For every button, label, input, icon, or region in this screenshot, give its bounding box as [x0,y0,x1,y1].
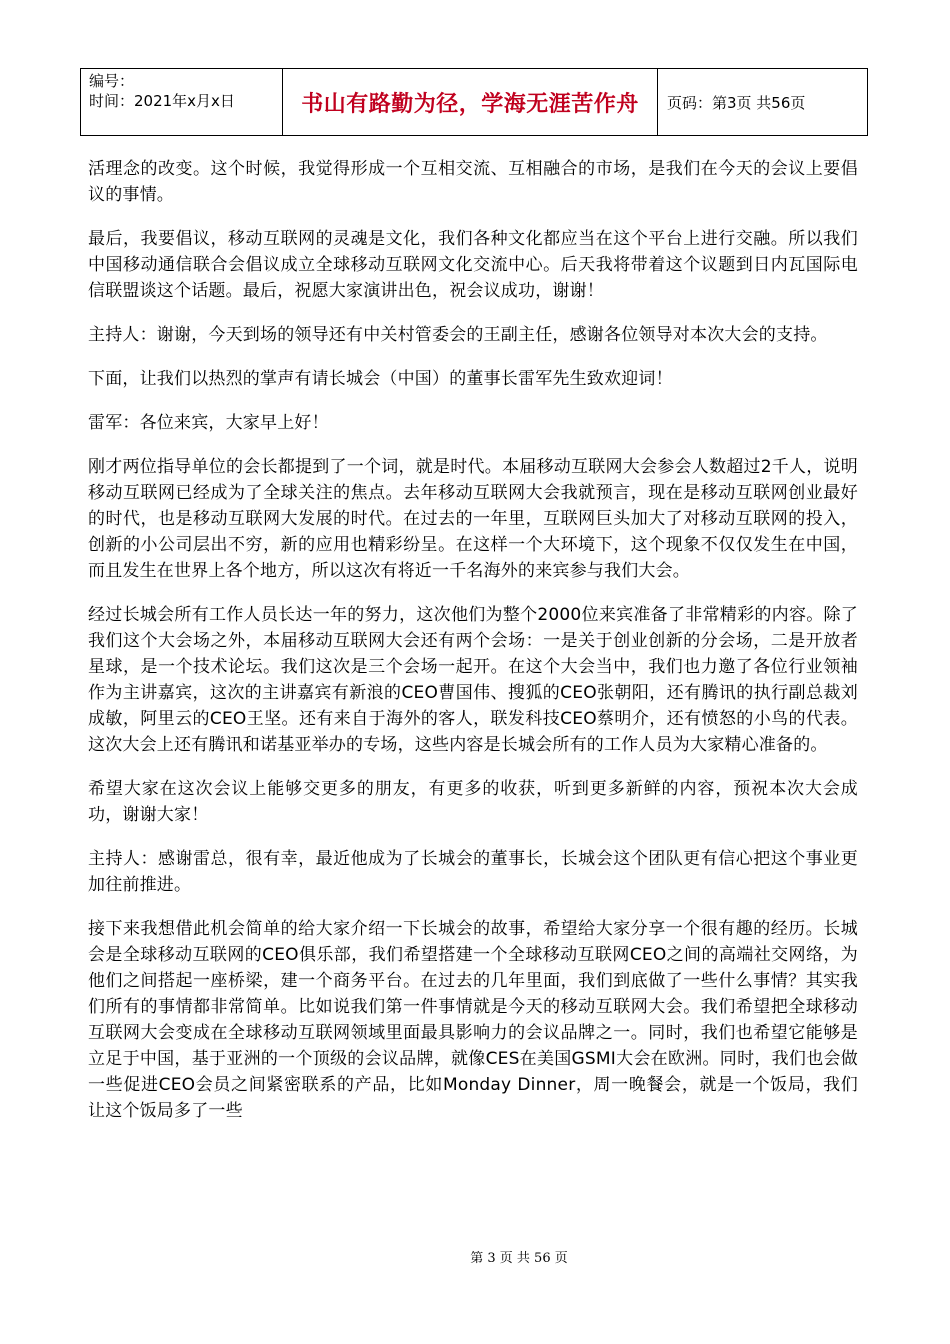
header-page-cell [658,69,867,135]
document-time: 时间：2021年x月x日 [89,92,235,110]
document-header [80,68,868,136]
paragraph: 下面，让我们以热烈的掌声有请长城会（中国）的董事长雷军先生致欢迎词！ [88,369,673,389]
header-meta [81,69,283,135]
paragraph: 希望大家在这次会议上能够交更多的朋友，有更多的收获，听到更多新鲜的内容，预祝本次大会成功，谢谢大家！ [88,779,858,825]
paragraph: 接下来我想借此机会简单的给大家介绍一下长城会的故事，希望给大家分享一个很有趣的经历。长城会是全球移动互联网的CEO俱乐部，我们希望搭建一个全球移动互联网CEO之间的高端社交网络，为他们之间搭起一座桥梁，建一个商务平台。在过去的几年里面，我们到底做了一些什么事情？其实我们所有的事情都非常简单。比如说我们第一件事情就是今天的移动互联网大会。我们希望把全球移动互联网大会变成在全球移动互联网领域里面最具影响力的会议品牌之一。同时，我们也希望它能够是立足于中国，基于亚洲的一个顶级的会议品牌，就像CES在美国GSMI大会在欧洲。同时，我们也会做一些促进CEO会员之间紧密联系的产品，比如Monday Dinner，周一晚餐会，就是一个饭局，我们让这个饭局多了一些 [88,919,858,1121]
paragraph: 主持人：感谢雷总，很有幸，最近他成为了长城会的董事长，长城会这个团队更有信心把这个事业更加往前推进。 [88,849,858,895]
document-body [88,156,858,1142]
document-number: 编号： [89,72,135,90]
header-motto-cell [283,69,658,135]
header-page-info: 页码：第3页 共56页 [667,93,806,112]
paragraph: 雷军：各位来宾，大家早上好！ [88,413,329,433]
paragraph: 经过长城会所有工作人员长达一年的努力，这次他们为整个2000位来宾准备了非常精彩的内容。除了我们这个大会场之外，本届移动互联网大会还有两个会场：一是关于创业创新的分会场，二是开放者星球，是一个技术论坛。我们这次是三个会场一起开。在这个大会当中，我们也力邀了各位行业领袖作为主讲嘉宾，这次的主讲嘉宾有新浪的CEO曹国伟、搜狐的CEO张朝阳，还有腾讯的执行副总裁刘成敏，阿里云的CEO王坚。还有来自于海外的客人，联发科技CEO蔡明介，还有愤怒的小鸟的代表。这次大会上还有腾讯和诺基亚举办的专场，这些内容是长城会所有的工作人员为大家精心准备的。 [88,605,858,755]
page-footer: 第 3 页 共 56 页 [470,1251,568,1266]
paragraph: 刚才两位指导单位的会长都提到了一个词，就是时代。本届移动互联网大会参会人数超过2千人，说明移动互联网已经成为了全球关注的焦点。去年移动互联网大会我就预言，现在是移动互联网创业最好的时代，也是移动互联网大发展的时代。在过去的一年里，互联网巨头加大了对移动互联网的投入，创新的小公司层出不穷，新的应用也精彩纷呈。在这样一个大环境下，这个现象不仅仅发生在中国，而且发生在世界上各个地方，所以这次有将近一千名海外的来宾参与我们大会。 [88,457,858,581]
header-motto: 书山有路勤为径，学海无涯苦作舟 [301,90,639,117]
paragraph: 活理念的改变。这个时候，我觉得形成一个互相交流、互相融合的市场，是我们在今天的会议上要倡议的事情。 [88,159,858,205]
paragraph: 主持人：谢谢，今天到场的领导还有中关村管委会的王副主任，感谢各位领导对本次大会的支持。 [88,325,828,345]
paragraph: 最后，我要倡议，移动互联网的灵魂是文化，我们各种文化都应当在这个平台上进行交融。所以我们中国移动通信联合会倡议成立全球移动互联网文化交流中心。后天我将带着这个议题到日内瓦国际电信联盟谈这个话题。最后，祝愿大家演讲出色，祝会议成功，谢谢！ [88,229,858,301]
